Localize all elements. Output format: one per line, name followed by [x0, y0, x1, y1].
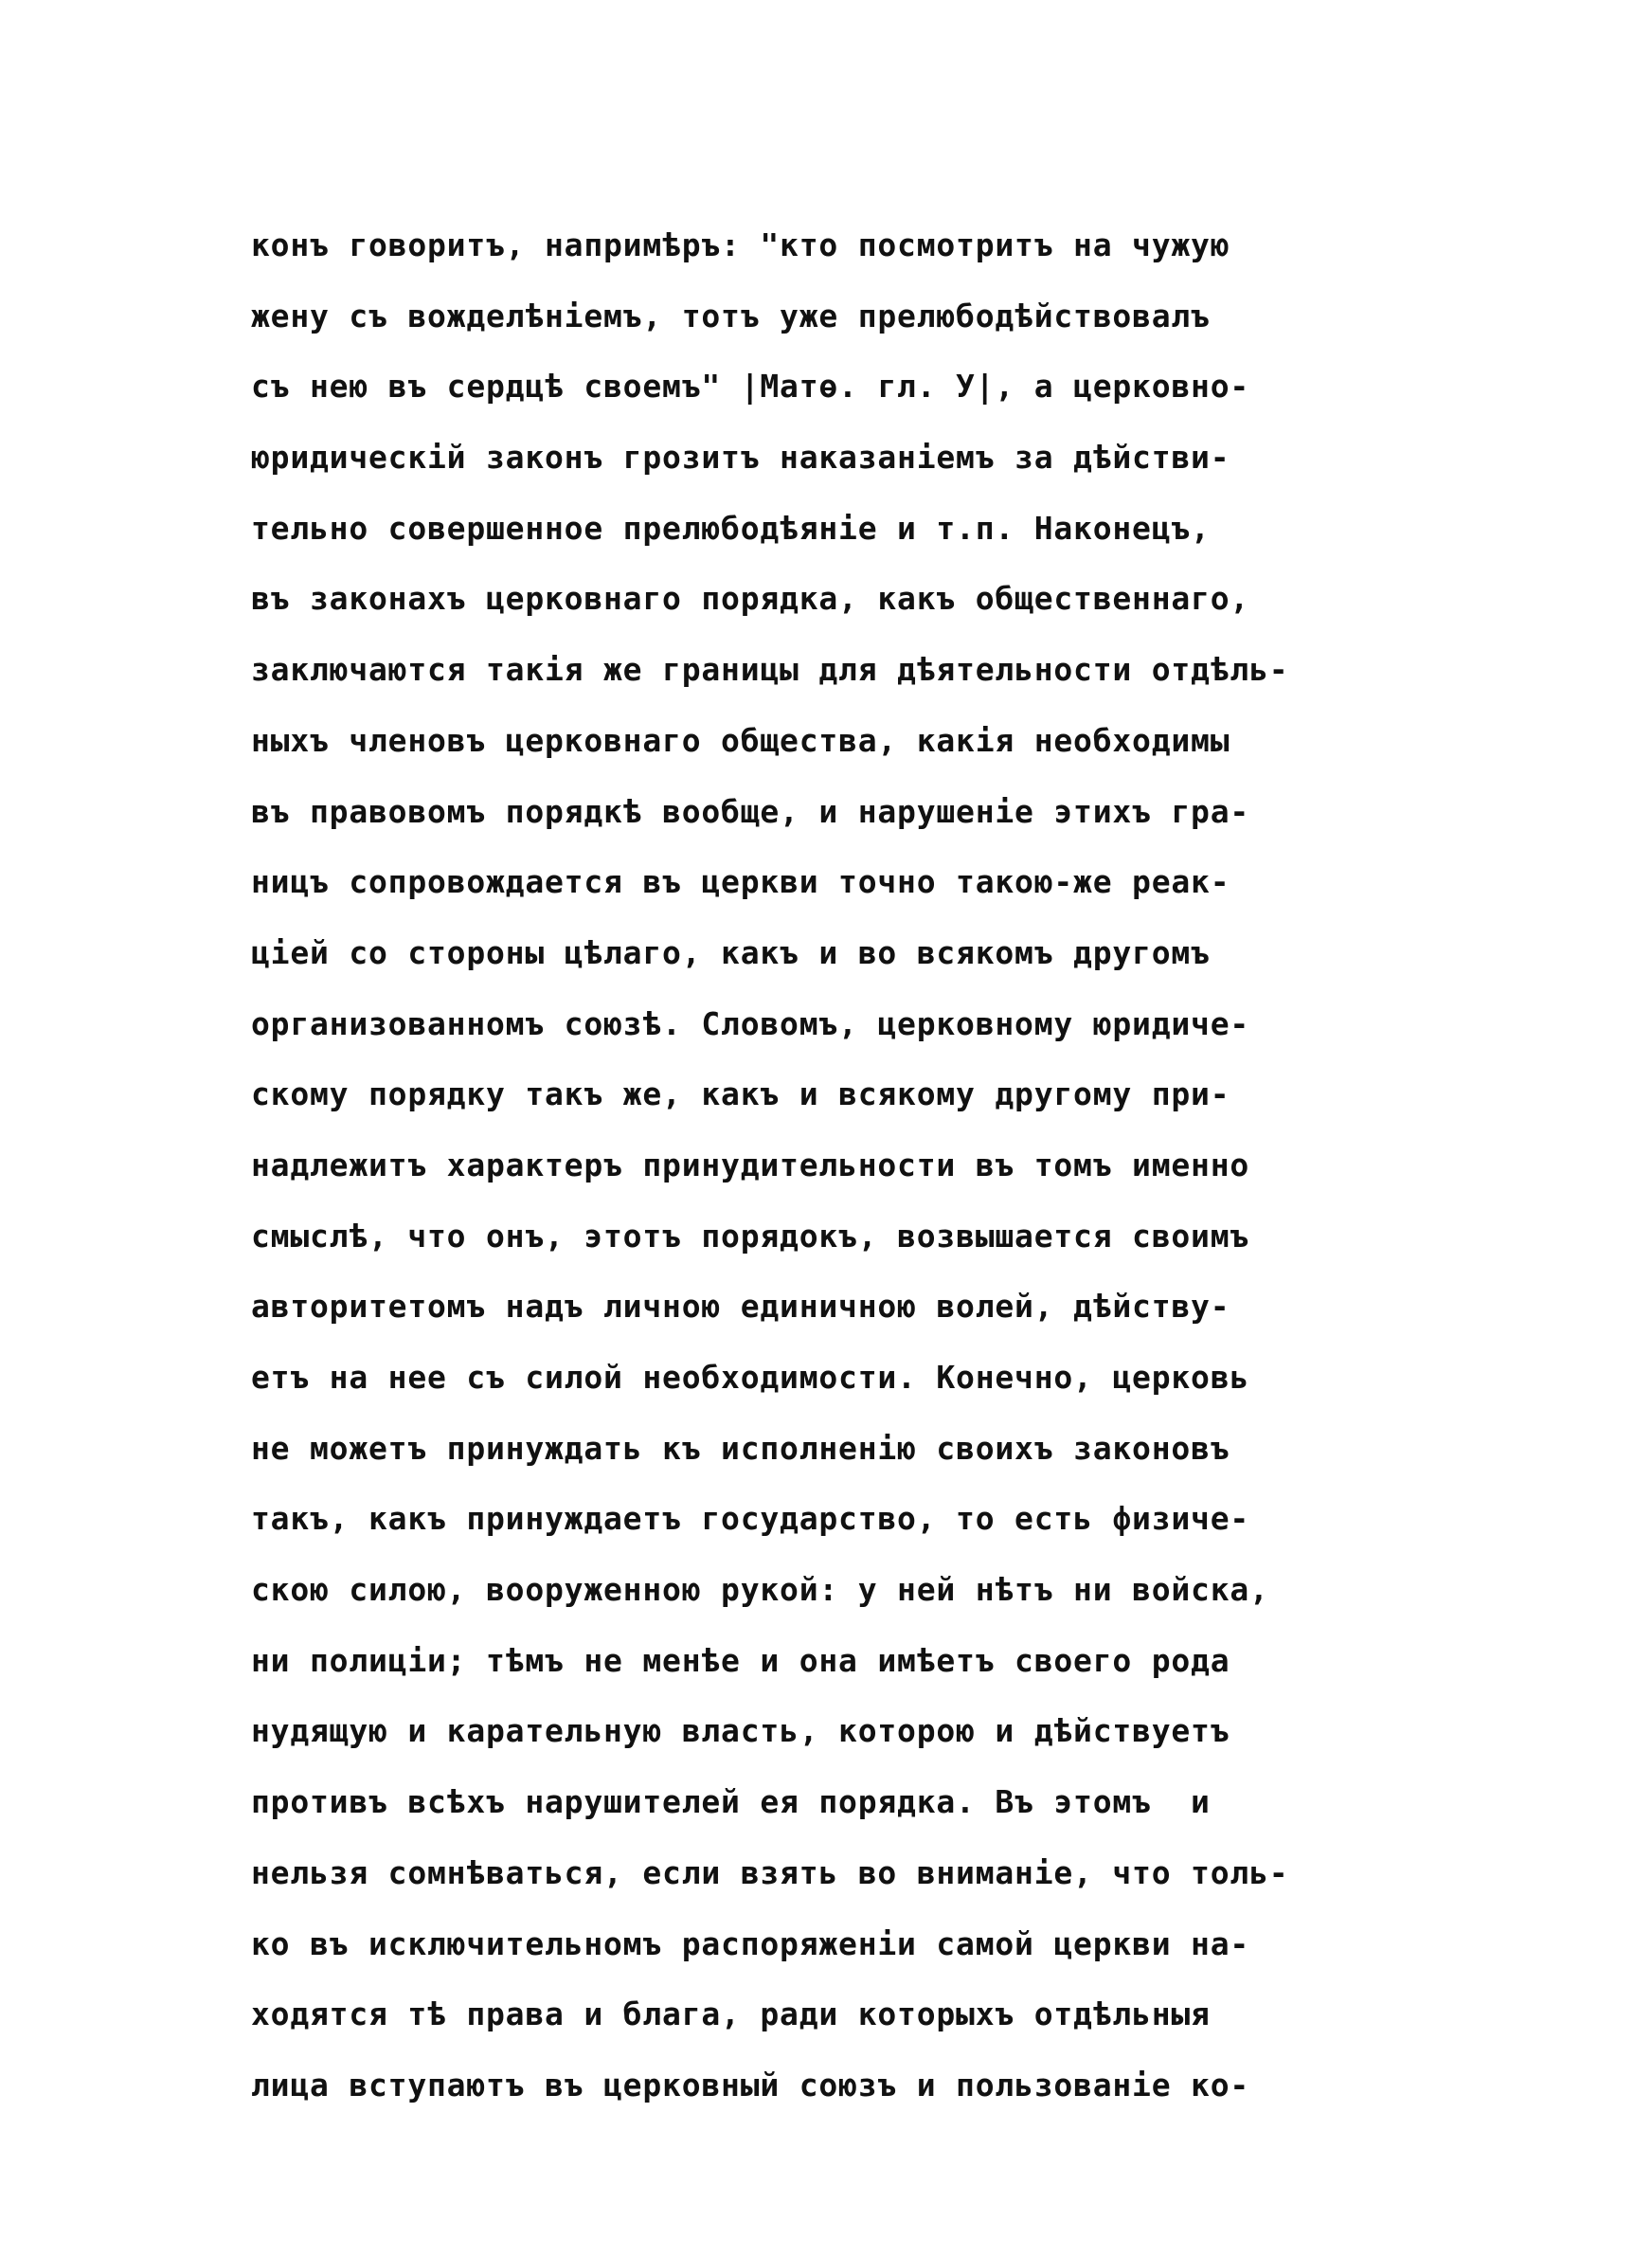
text-line: юридическій законъ грозитъ наказаніемъ за дѣйстви-	[251, 439, 1230, 477]
text-line: конъ говоритъ, напримѣръ: "кто посмотритъ на чужую	[251, 226, 1230, 263]
typewritten-text-block	[251, 210, 1445, 2122]
text-line: авторитетомъ надъ личною единичною волей, дѣйству-	[251, 1288, 1230, 1326]
text-line: ко въ исключительномъ распоряженіи самой церкви на-	[251, 1924, 1250, 1962]
text-line: ходятся тѣ права и блага, ради которыхъ отдѣльныя	[251, 1995, 1211, 2033]
text-line: противъ всѣхъ нарушителей ея порядка. Въ этомъ и	[251, 1783, 1211, 1821]
text-line: жену съ вожделѣніемъ, тотъ уже прелюбодѣйствовалъ	[251, 297, 1211, 334]
text-line: нельзя сомнѣваться, если взять во вниманіе, что толь-	[251, 1853, 1289, 1891]
text-line: съ нею въ сердцѣ своемъ" |Матѳ. гл. У|, а церковно-	[251, 368, 1250, 406]
text-line: скою силою, вооруженною рукой: у ней нѣтъ ни войска,	[251, 1571, 1269, 1609]
text-line: смыслѣ, что онъ, этотъ порядокъ, возвышается своимъ	[251, 1217, 1250, 1255]
text-line: тельно совершенное прелюбодѣяніе и т.п. Наконецъ,	[251, 509, 1211, 547]
text-line: организованномъ союзѣ. Словомъ, церковному юридиче-	[251, 1004, 1250, 1042]
text-line: нудящую и карательную власть, которою и дѣйствуетъ	[251, 1712, 1230, 1750]
text-line: ни полиціи; тѣмъ не менѣе и она имѣетъ своего рода	[251, 1641, 1230, 1679]
text-line: лица вступаютъ въ церковный союзъ и пользованіе ко-	[251, 2066, 1250, 2104]
text-line: ницъ сопровождается въ церкви точно такою-же реак-	[251, 863, 1230, 901]
text-line: заключаются такія же границы для дѣятельности отдѣль-	[251, 651, 1289, 689]
text-line: въ правовомъ порядкѣ вообще, и нарушеніе этихъ гра-	[251, 792, 1250, 830]
text-line: ныхъ членовъ церковнаго общества, какія необходимы	[251, 721, 1230, 759]
text-line: скому порядку такъ же, какъ и всякому другому при-	[251, 1075, 1230, 1113]
text-line: надлежитъ характеръ принудительности въ томъ именно	[251, 1146, 1250, 1183]
text-line: такъ, какъ принуждаетъ государство, то есть физиче-	[251, 1500, 1250, 1538]
text-line: не можетъ принуждать къ исполненію своихъ законовъ	[251, 1429, 1230, 1467]
text-line: ціей со стороны цѣлаго, какъ и во всякомъ другомъ	[251, 933, 1211, 971]
text-line: въ законахъ церковнаго порядка, какъ общественнаго,	[251, 580, 1250, 618]
text-line: етъ на нее съ силой необходимости. Конечно, церковь	[251, 1359, 1250, 1396]
